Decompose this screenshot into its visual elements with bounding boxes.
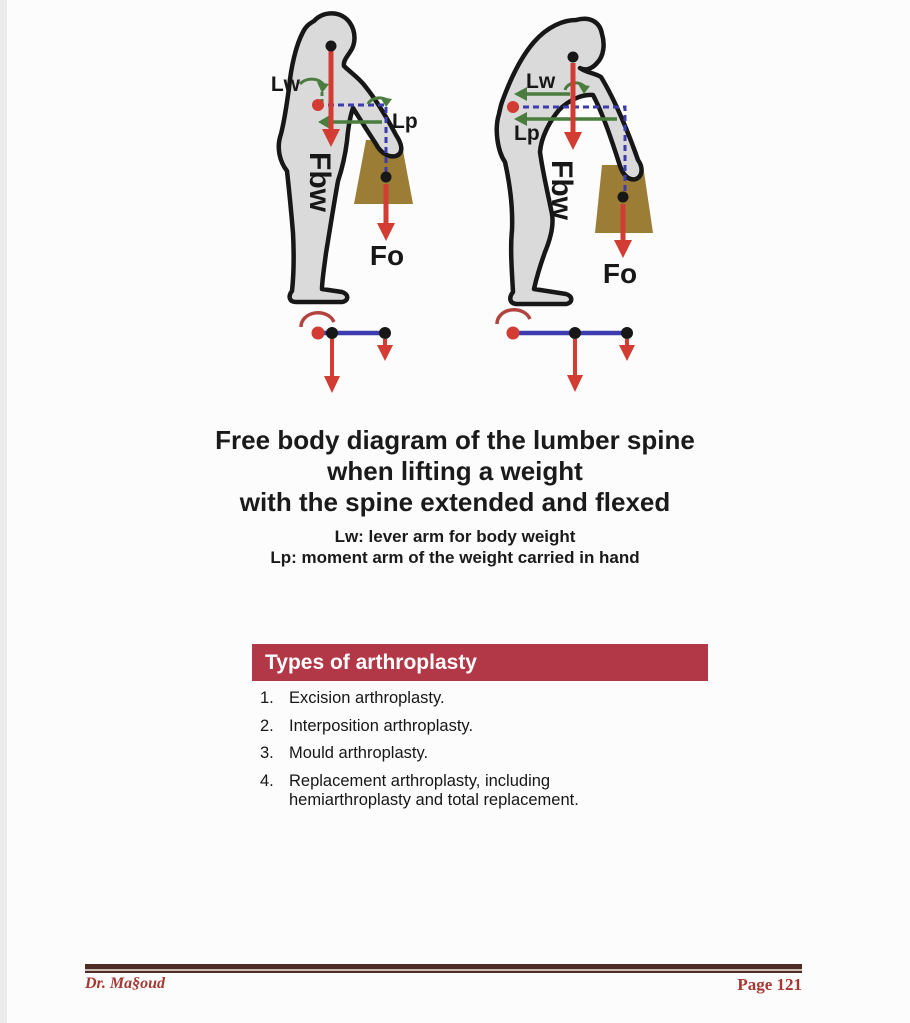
pivot-dot bbox=[312, 327, 325, 340]
list-item bbox=[260, 689, 640, 709]
moment-arc bbox=[497, 310, 530, 324]
hip-pivot-dot bbox=[507, 101, 519, 113]
pivot-dot bbox=[507, 327, 520, 340]
fo-point-dot bbox=[621, 327, 633, 339]
list-item-text: Replacement arthroplasty, including hemiarthroplasty and total replacement. bbox=[289, 771, 579, 809]
lw-definition: Lw: lever arm for body weight bbox=[334, 527, 576, 546]
footer-author: Dr. Ma§oud bbox=[85, 975, 166, 992]
fbw-point-dot bbox=[326, 327, 338, 339]
list-item-number: 1. bbox=[260, 689, 274, 707]
lp-label: Lp bbox=[514, 122, 540, 145]
weight-center-dot bbox=[618, 192, 629, 203]
list-item-text: Interposition arthroplasty. bbox=[289, 716, 474, 735]
list-item bbox=[260, 744, 640, 764]
caption-line-1: Free body diagram of the lumber spine bbox=[215, 425, 695, 455]
figure-spine-flexed bbox=[460, 10, 700, 405]
section-banner bbox=[252, 644, 708, 681]
figure-spine-extended bbox=[230, 5, 460, 405]
lp-label: Lp bbox=[392, 110, 418, 133]
lever-diagram-flexed bbox=[497, 310, 635, 392]
caption-line-3: with the spine extended and flexed bbox=[239, 487, 671, 517]
arthroplasty-list bbox=[260, 689, 640, 819]
upper-body-com-dot bbox=[568, 52, 579, 63]
list-item-text: Excision arthroplasty. bbox=[289, 689, 445, 707]
figure-legend bbox=[0, 526, 910, 568]
upper-body-com-dot bbox=[326, 41, 337, 52]
fbw-point-dot bbox=[569, 327, 581, 339]
list-item-number: 4. bbox=[260, 771, 274, 790]
hip-pivot-dot bbox=[312, 99, 324, 111]
caption-line-2: when lifting a weight bbox=[327, 456, 583, 486]
moment-arc bbox=[301, 313, 334, 327]
weight-center-dot bbox=[381, 172, 392, 183]
footer-page-number: Page 121 bbox=[737, 975, 802, 994]
figure-caption bbox=[0, 425, 910, 518]
lw-label: Lw bbox=[526, 70, 556, 93]
list-item bbox=[260, 717, 640, 737]
fbw-label: Fbw bbox=[303, 152, 336, 212]
list-item-text: Mould arthroplasty. bbox=[289, 744, 429, 762]
lp-definition: Lp: moment arm of the weight carried in hand bbox=[270, 548, 640, 567]
fo-point-dot bbox=[379, 327, 391, 339]
lw-label: Lw bbox=[270, 73, 300, 96]
list-item-number: 3. bbox=[260, 744, 274, 762]
footer-rule bbox=[85, 964, 802, 973]
lever-diagram-extended bbox=[301, 313, 393, 393]
fbw-label: Fbw bbox=[545, 160, 578, 220]
list-item-number: 2. bbox=[260, 716, 274, 735]
fo-label: Fo bbox=[602, 258, 638, 289]
section-title: Types of arthroplasty bbox=[265, 651, 477, 674]
fo-label: Fo bbox=[369, 240, 405, 271]
list-item bbox=[260, 772, 640, 811]
